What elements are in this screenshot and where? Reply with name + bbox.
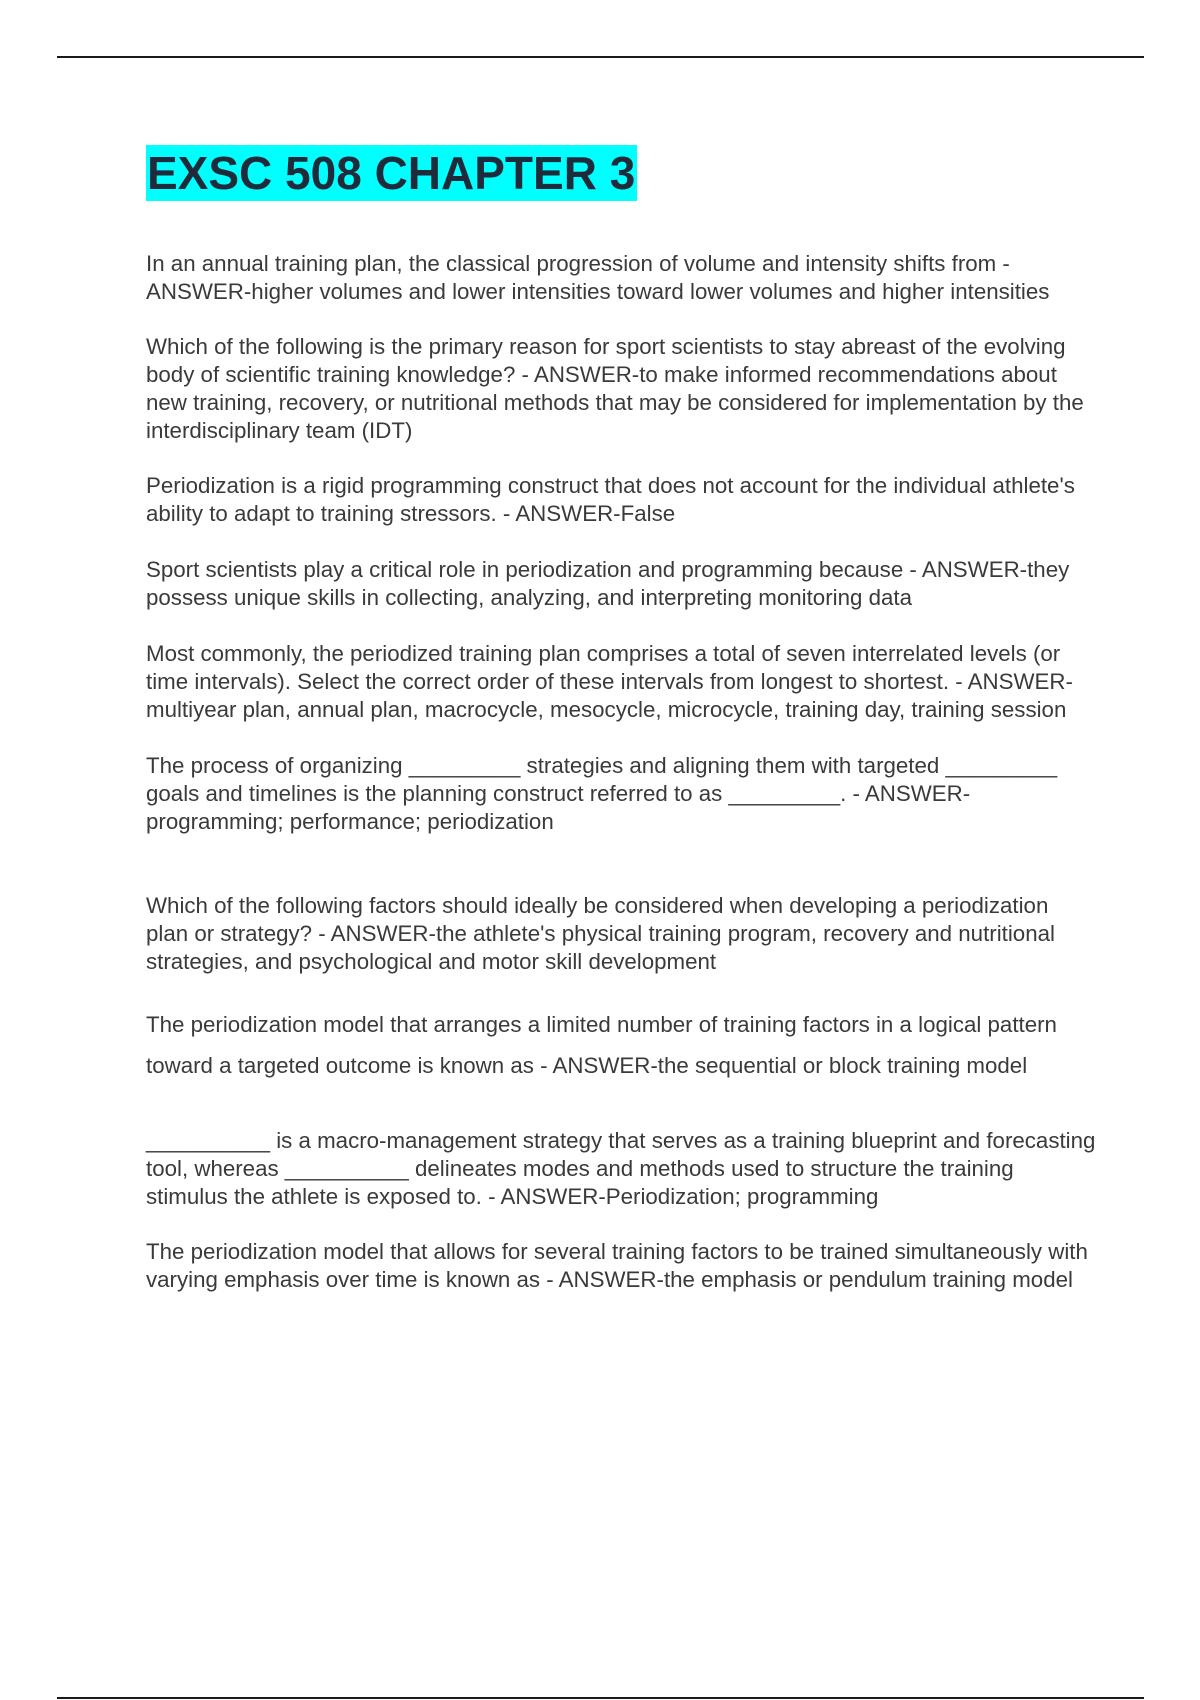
- qa-entry-5: Most commonly, the periodized training plan comprises a total of seven interrelated levels (or time intervals). Select the correct order of these intervals from longest to shortest. - ANSWER-multiyear plan, annual plan, macrocycle, mesocycle, microcycle, training day, training session: [146, 641, 1073, 722]
- qa-entry-7: Which of the following factors should ideally be considered when developing a periodization plan or strategy? - ANSWER-the athlete's physical training program, recovery and nutritional strategies, and psychological and motor skill development: [146, 893, 1055, 974]
- qa-entry-4: Sport scientists play a critical role in periodization and programming because - ANSWER-they possess unique skills in collecting, analyzing, and interpreting monitoring data: [146, 557, 1070, 610]
- qa-entry-6: The process of organizing _________ strategies and aligning them with targeted _________ goals and timelines is the planning construct referred to as _________. - ANSWER-programming; performance; periodization: [146, 753, 1058, 834]
- document-body: [146, 145, 1096, 1294]
- qa-entry-8: The periodization model that arranges a limited number of training factors in a logical pattern toward a targeted outcome is known as - ANSWER-the sequential or block training model: [146, 1012, 1057, 1078]
- qa-entry-10: The periodization model that allows for several training factors to be trained simultaneously with varying emphasis over time is known as - ANSWER-the emphasis or pendulum training model: [146, 1239, 1088, 1292]
- qa-entry-9: __________ is a macro-management strategy that serves as a training blueprint and forecasting tool, whereas __________ delineates modes and methods used to structure the training stimulus the athlete is exposed to. - ANSWER-Periodization; programming: [146, 1128, 1096, 1209]
- top-divider: [57, 56, 1144, 58]
- qa-entry-2: Which of the following is the primary reason for sport scientists to stay abreast of the evolving body of scientific training knowledge? - ANSWER-to make informed recommendations about new training, recovery, or nutritional methods that may be considered for implementation by the interdisciplinary team (IDT): [146, 334, 1084, 443]
- qa-entry-1: In an annual training plan, the classical progression of volume and intensity shifts from - ANSWER-higher volumes and lower intensities toward lower volumes and higher intensities: [146, 251, 1050, 304]
- bottom-divider: [57, 1697, 1144, 1699]
- document-title: EXSC 508 CHAPTER 3: [147, 147, 636, 199]
- qa-entry-3: Periodization is a rigid programming construct that does not account for the individual athlete's ability to adapt to training stressors. - ANSWER-False: [146, 473, 1075, 526]
